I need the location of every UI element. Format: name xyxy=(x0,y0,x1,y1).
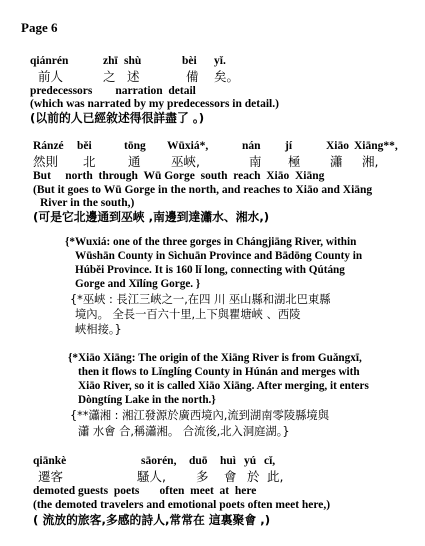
hanzi-word: 瀟 xyxy=(330,154,343,169)
pinyin-word: shù xyxy=(124,55,142,67)
hanzi-word: 然則 xyxy=(33,154,59,169)
gloss-line: But north through Wū Gorge south reach Xiāo Xiāng xyxy=(33,170,325,182)
pinyin-word: Wūxiá*, xyxy=(167,140,209,152)
hanzi-word: 矣。 xyxy=(214,69,240,84)
hanzi-word: 備 xyxy=(186,69,199,84)
note-line: 瀟 水會 合,稱瀟湘。 合流後,北入洞庭湖。} xyxy=(78,425,290,438)
hanzi-word: 騷人, xyxy=(137,469,166,484)
english-translation: (which was narrated by my predecessors in detail.) xyxy=(30,98,279,110)
hanzi-word: 湘, xyxy=(362,154,379,169)
pinyin-word: duō xyxy=(189,455,208,467)
english-translation: (the demoted travelers and emotional poets often meet here,) xyxy=(33,499,331,511)
pinyin-word: jí xyxy=(285,140,293,152)
pinyin-word: qiānkè xyxy=(33,455,67,467)
hanzi-word: 會 xyxy=(224,469,237,484)
pinyin-word: běi xyxy=(77,140,92,152)
note-line: {**瀟湘 : 湘江發源於廣西境內,流到湖南零陵縣境與 xyxy=(70,409,330,422)
note-line: Húběi Province. It is 160 lǐ long, connecting with Qútáng xyxy=(75,264,345,276)
pinyin-word: huì xyxy=(220,455,236,467)
pinyin-word: bèi xyxy=(182,55,197,67)
note-line: 境內。 全長一百六十里,上下與瞿塘峽 、西陵 xyxy=(75,308,301,321)
note-line: Dòngtíng Lake in the north.} xyxy=(78,394,216,406)
pinyin-word: sāorén, xyxy=(141,455,177,467)
note-line: Xiāo River, so it is called Xiāo Xiāng. After merging, it enters xyxy=(78,380,369,392)
gloss-line: demoted guests poets often meet at here xyxy=(33,485,257,497)
gloss-line: predecessors narration detail xyxy=(30,85,196,97)
chinese-translation: (可是它北邊通到巫峽 ,南邊到達瀟水、湘水,) xyxy=(33,210,270,224)
hanzi-word: 巫峽, xyxy=(171,154,200,169)
note-line: Wūshān County in Sìchuān Province and Bādōng County in xyxy=(75,250,363,262)
note-line: {*巫峽 : 長江三峽之一,在四 川 巫山縣和湖北巴東縣 xyxy=(70,293,331,306)
pinyin-word: Ránzé xyxy=(33,140,64,152)
pinyin-word: qiánrén xyxy=(30,55,69,67)
hanzi-word: 述 xyxy=(127,69,140,84)
pinyin-word: yǐ. xyxy=(214,55,226,67)
hanzi-word: 通 xyxy=(128,154,141,169)
pinyin-word: tōng xyxy=(124,140,146,152)
hanzi-word: 之 xyxy=(103,69,116,84)
hanzi-word: 極 xyxy=(288,154,301,169)
page-label: Page 6 xyxy=(21,20,58,35)
hanzi-word: 於 xyxy=(247,469,260,484)
english-translation: (But it goes to Wū Gorge in the north, and reaches to Xiāo and Xiāng xyxy=(33,184,373,196)
hanzi-word: 北 xyxy=(83,154,96,169)
note-line: {*Xiāo Xiāng: The origin of the Xiāng River is from Guǎngxī, xyxy=(68,352,362,364)
pinyin-word: Xiāo xyxy=(326,140,349,152)
note-line: Gorge and Xīlíng Gorge. } xyxy=(75,278,201,290)
pinyin-word: yú xyxy=(244,455,257,467)
pinyin-word: nán xyxy=(242,140,261,152)
pinyin-word: zhī xyxy=(103,55,118,67)
hanzi-word: 此, xyxy=(267,469,284,484)
pinyin-word: cǐ, xyxy=(264,455,276,467)
hanzi-word: 遷客 xyxy=(38,469,64,484)
chinese-translation: ( 流放的旅客,多感的詩人,常常在 這裏聚會 ,) xyxy=(33,513,271,527)
chinese-translation: (以前的人已經敘述得很詳盡了 。) xyxy=(30,111,205,125)
note-line: {*Wuxiá: one of the three gorges in Chángjiāng River, within xyxy=(65,236,357,248)
note-line: then it flows to Lǐnglíng County in Húnán and merges with xyxy=(78,366,360,378)
hanzi-word: 多 xyxy=(196,469,209,484)
note-line: 峽相接。} xyxy=(75,323,122,336)
pinyin-word: Xiāng**, xyxy=(354,140,398,152)
hanzi-word: 南 xyxy=(249,154,262,169)
hanzi-word: 前人 xyxy=(38,69,64,84)
english-translation: River in the south,) xyxy=(40,197,135,209)
